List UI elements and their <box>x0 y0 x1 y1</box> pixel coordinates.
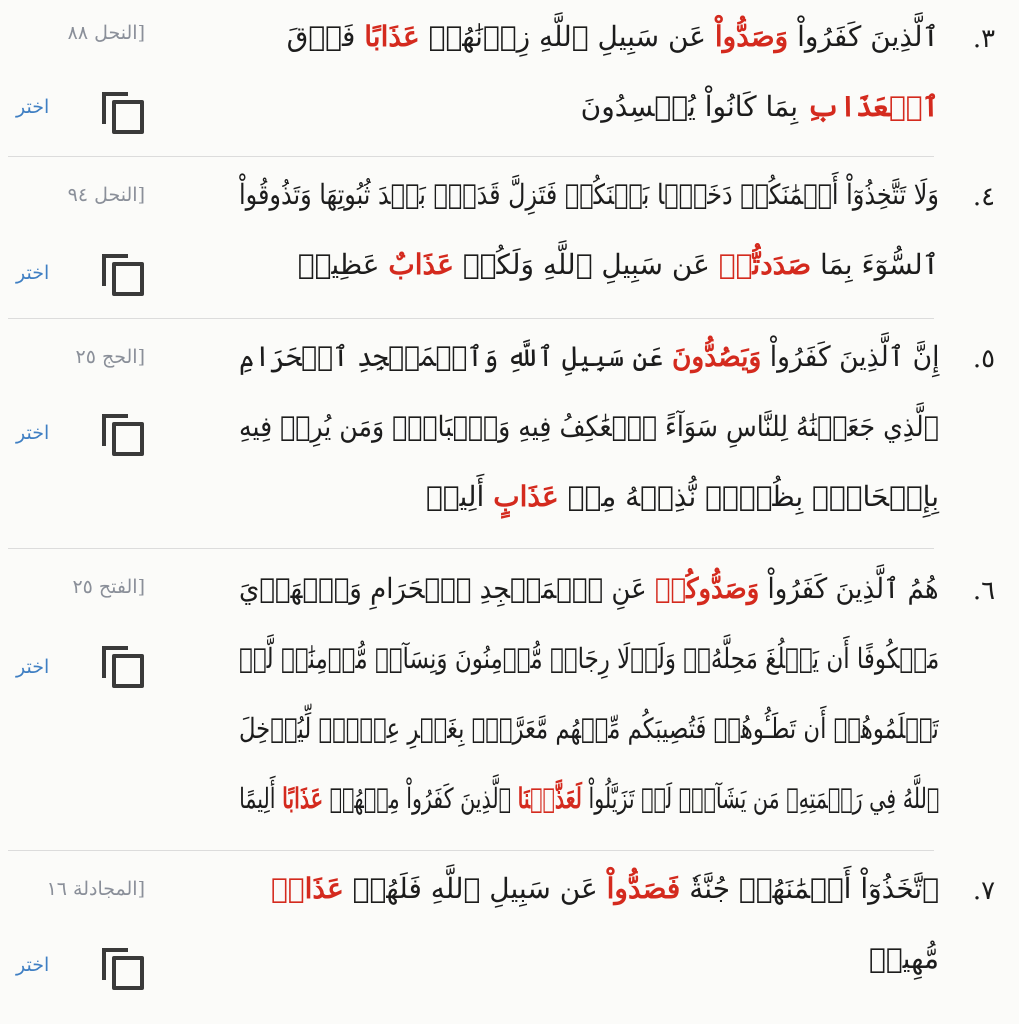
verse-text: مَعۡكُوفًا أَن يَبۡلُغَ مَحِلَّهُۥۚ وَلَوۡلَا رِجَالٞ مُّؤۡمِنُونَ وَنِسَآءٞ مُّؤۡمِنَٰتٞ لَّمۡ <box>238 642 939 675</box>
surah-reference: [الفتح ٢٥ <box>72 576 145 598</box>
verse-line <box>869 942 939 975</box>
surah-reference: [الحج ٢٥ <box>75 346 145 368</box>
highlighted-word: وَصَدُّوكُمۡ <box>655 572 760 605</box>
row-divider <box>8 156 934 157</box>
verse-text: عَن سَبِيلِ ٱللَّهِ زِدۡنَٰهُمۡ <box>419 20 715 53</box>
highlighted-word: فَصَدُّواْ <box>606 872 681 905</box>
verse-line <box>287 20 939 53</box>
surah-reference: [النحل ٩٤ <box>67 184 145 206</box>
verse-text: عَظِيمٞ <box>297 248 389 281</box>
verse-text: عَن سَبِيلِ ٱللَّهِ فَلَهُمۡ <box>343 872 607 905</box>
verse-text: بِإِلۡحَادِۢ بِظُلۡمٖ نُّذِقۡهُ مِنۡ <box>558 480 939 513</box>
copy-icon-front <box>112 956 144 990</box>
verse-text: ٱلَّذِينَ كَفَرُواْ مِنۡهُمۡ <box>322 782 518 815</box>
verse-text: عَن سَبِيلِ ٱللَّهِ وَلَكُمۡ <box>453 248 719 281</box>
verse-text: عَن سَبِيلِ ٱللَّهِ وَٱلۡمَسۡجِدِ ٱلۡحَرَامِ <box>238 340 672 373</box>
verse-line <box>239 178 939 211</box>
copy-icon[interactable] <box>100 92 148 134</box>
verse-text: فَوۡقَ <box>286 20 365 53</box>
copy-icon-front <box>112 654 144 688</box>
verse-text: بِمَا كَانُواْ يُفۡسِدُونَ <box>580 90 807 123</box>
copy-icon-front <box>112 100 144 134</box>
choose-link[interactable]: اختر <box>16 96 50 118</box>
verse-text: هُمُ ٱلَّذِينَ كَفَرُواْ <box>759 572 939 605</box>
verse-line <box>239 642 939 675</box>
verse-number: ٦. <box>972 576 996 606</box>
highlighted-word: وَيَصُدُّونَ <box>671 340 761 373</box>
verse-number: ٧. <box>972 876 996 906</box>
verse-line <box>426 480 939 513</box>
verse-text: ٱلَّذِي جَعَلۡنَٰهُ لِلنَّاسِ سَوَآءً ٱلۡعَٰكِفُ فِيهِ وَٱلۡبَادِۚ وَمَن يُرِدۡ فِيهِ <box>239 410 939 443</box>
row-divider <box>8 318 934 319</box>
verse-text: أَلِيمًا <box>238 782 282 815</box>
verse-text: ٱلَّذِينَ كَفَرُواْ <box>788 20 939 53</box>
row-divider <box>8 548 934 549</box>
verse-line <box>239 782 939 815</box>
verse-line <box>271 872 939 905</box>
copy-icon[interactable] <box>100 646 148 688</box>
verse-text: ٱتَّخَذُوٓاْ أَيۡمَٰنَهُمۡ جُنَّةٗ <box>680 872 939 905</box>
verse-line <box>298 248 939 281</box>
highlighted-word: عَذَابٞ <box>270 872 344 905</box>
copy-icon[interactable] <box>100 948 148 990</box>
copy-icon-front <box>112 422 144 456</box>
verse-line <box>239 410 939 443</box>
copy-icon[interactable] <box>100 414 148 456</box>
highlighted-word: عَذَابًا <box>364 20 420 53</box>
verse-text: مُّهِينٞ <box>869 942 939 975</box>
verse-text: عَنِ ٱلۡمَسۡجِدِ ٱلۡحَرَامِ وَٱلۡهَدۡيَ <box>239 572 656 605</box>
surah-reference: [النحل ٨٨ <box>67 22 145 44</box>
choose-link[interactable]: اختر <box>16 422 50 444</box>
choose-link[interactable]: اختر <box>16 954 50 976</box>
surah-reference: [المجادلة ١٦ <box>46 878 145 900</box>
verse-line <box>581 90 939 123</box>
verse-line <box>239 712 939 745</box>
verse-text: ٱللَّهُ فِي رَحۡمَتِهِۦ مَن يَشَآءُۚ لَوۡ تَزَيَّلُواْ <box>581 782 939 815</box>
verse-line <box>239 340 939 373</box>
highlighted-word: صَدَدتُّمۡ <box>718 248 812 281</box>
row-divider <box>8 850 934 851</box>
highlighted-word: ٱلۡعَذَابِ <box>806 90 939 123</box>
copy-icon-front <box>112 262 144 296</box>
copy-icon[interactable] <box>100 254 148 296</box>
verse-text: إِنَّ ٱلَّذِينَ كَفَرُواْ <box>760 340 939 373</box>
verse-number: ٥. <box>972 344 996 374</box>
verse-text: ٱلسُّوٓءَ بِمَا <box>811 248 939 281</box>
highlighted-word: عَذَابٌ <box>388 248 454 281</box>
highlighted-word: لَعَذَّبۡنَا <box>517 782 582 815</box>
verse-number: ٣. <box>972 24 996 54</box>
choose-link[interactable]: اختر <box>16 656 50 678</box>
choose-link[interactable]: اختر <box>16 262 50 284</box>
highlighted-word: عَذَابًا <box>281 782 323 815</box>
verse-text: تَعۡلَمُوهُمۡ أَن تَطَـُٔوهُمۡ فَتُصِيبَكُم مِّنۡهُم مَّعَرَّةُۢ بِغَيۡرِ عِلۡمٖۖ لِّيُدۡخِلَ <box>239 712 939 745</box>
verse-text: وَلَا تَتَّخِذُوٓاْ أَيۡمَٰنَكُمۡ دَخَلَۢا بَيۡنَكُمۡ فَتَزِلَّ قَدَمُۢ بَعۡدَ ثُبُوتِهَا وَتَذُوقُواْ <box>239 178 939 211</box>
verse-text: أَلِيمٖ <box>425 480 494 513</box>
highlighted-word: عَذَابٍ <box>493 480 559 513</box>
verse-line <box>239 572 939 605</box>
highlighted-word: وَصَدُّواْ <box>714 20 789 53</box>
verse-number: ٤. <box>972 182 996 212</box>
